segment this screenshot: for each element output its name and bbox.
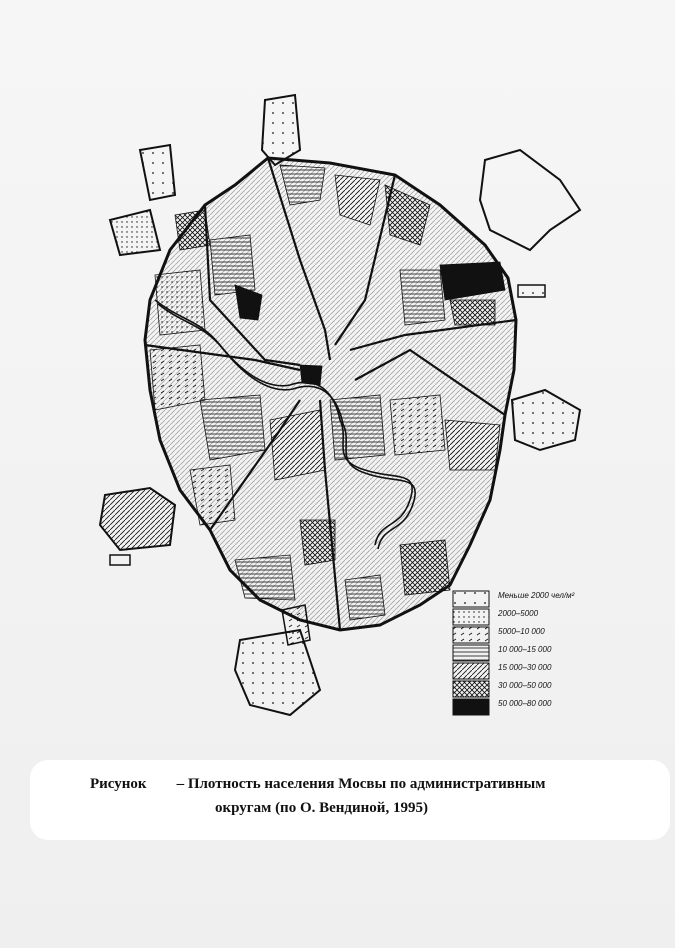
caption-line-1 xyxy=(90,774,545,794)
legend-item xyxy=(452,590,580,608)
legend-label: 15 000–30 000 xyxy=(498,663,552,672)
caption-line-2: округам (по О. Вендиной, 1995) xyxy=(215,800,428,816)
legend-item xyxy=(452,626,580,644)
legend-label: 30 000–50 000 xyxy=(498,681,552,690)
legend-item xyxy=(452,698,580,716)
legend-item xyxy=(452,644,580,662)
legend-label: 5000–10 000 xyxy=(498,627,545,636)
legend-item xyxy=(452,608,580,626)
legend-label: 10 000–15 000 xyxy=(498,645,552,654)
legend-label: 2000–5000 xyxy=(498,609,539,618)
city-territory xyxy=(145,158,516,630)
caption-title: – Плотность населения Мосвы по административным xyxy=(176,776,546,792)
legend-item xyxy=(452,680,580,698)
legend-label: Меньше 2000 чел/м² xyxy=(498,591,575,600)
caption-prefix: Рисунок xyxy=(90,776,147,792)
legend-label: 50 000–80 000 xyxy=(498,699,552,708)
legend-item xyxy=(452,662,580,680)
